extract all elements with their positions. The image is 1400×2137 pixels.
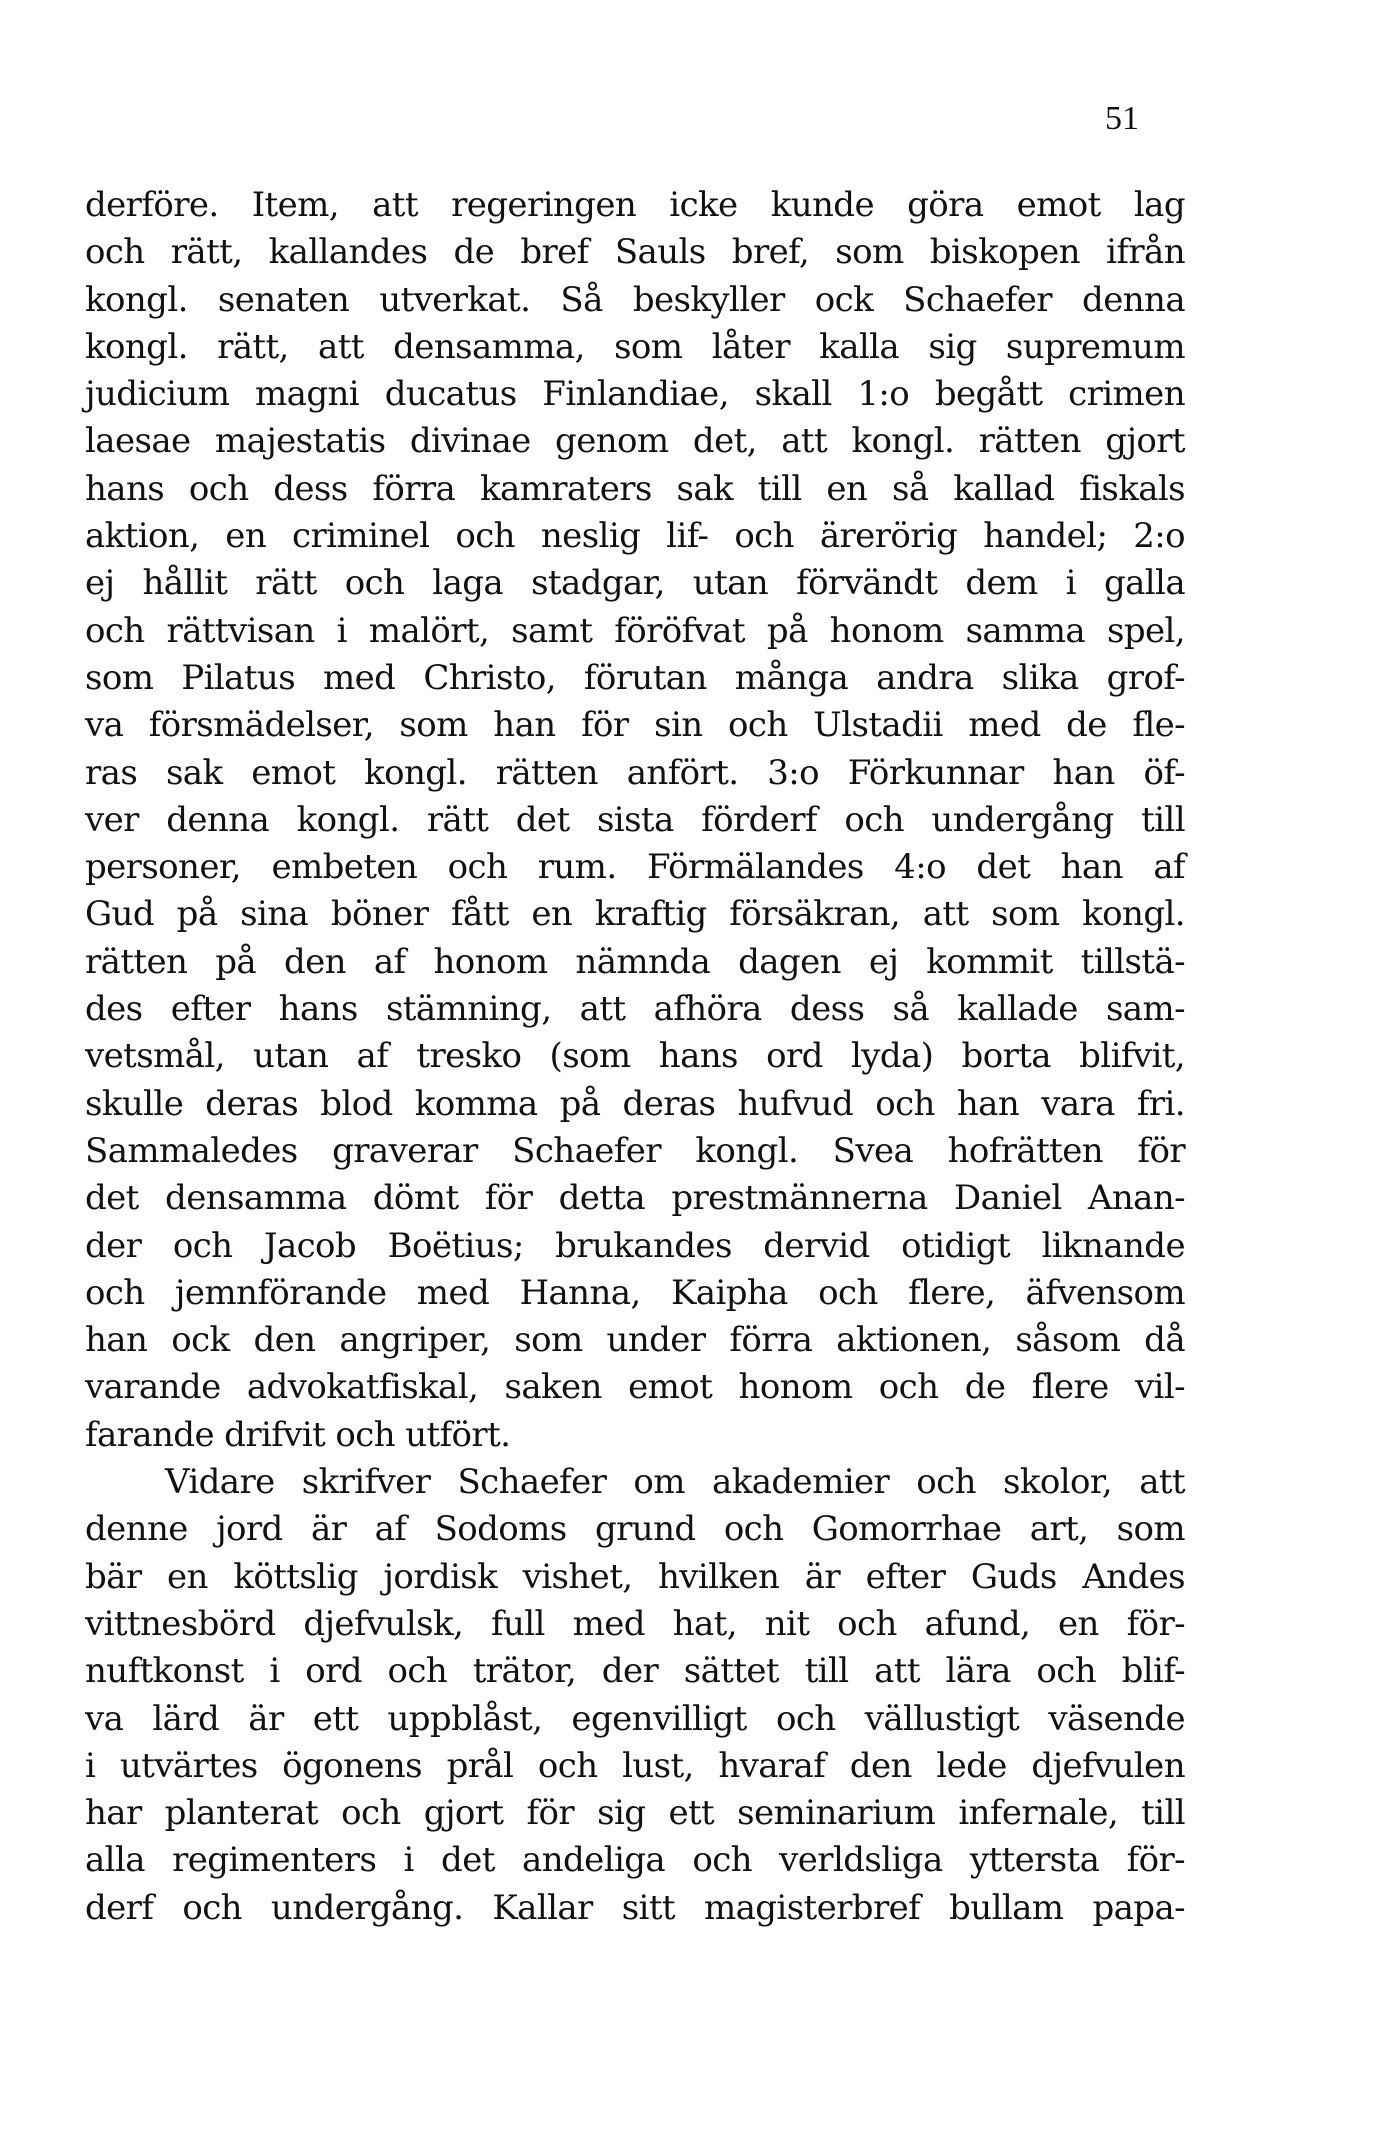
text-line-18: des efter hans stämning, att afhöra dess så kallade sam- [85, 989, 1185, 1030]
text-line-26: varande advokatfiskal, saken emot honom och de flere vil- [85, 1367, 1185, 1408]
text-line-19: vetsmål, utan af tresko (som hans ord lyda) borta blifvit, [85, 1036, 1185, 1077]
text-line-16: Gud på sina böner fått en kraftig försäkran, att som kongl. [85, 894, 1185, 935]
text-line-5: judicium magni ducatus Finlandiae, skall 1:o begått crimen [85, 374, 1185, 415]
text-line-20: skulle deras blod komma på deras hufvud och han vara fri. [85, 1083, 1185, 1124]
text-line-6: laesae majestatis divinae genom det, att kongl. rätten gjort [85, 421, 1185, 462]
text-line-13: ras sak emot kongl. rätten anfört. 3:o Förkunnar han öf- [85, 752, 1185, 793]
text-line-22: det densamma dömt för detta prestmännerna Daniel Anan- [85, 1178, 1185, 1219]
text-line-12: va försmädelser, som han för sin och Ulstadii med de fle- [85, 705, 1185, 746]
text-line-11: som Pilatus med Christo, förutan många andra slika grof- [85, 657, 1185, 698]
text-line-17: rätten på den af honom nämnda dagen ej kommit tillstä- [85, 941, 1185, 982]
text-line-7: hans och dess förra kamraters sak till en så kallad fiskals [85, 468, 1185, 509]
text-line-33: va lärd är ett uppblåst, egenvilligt och vällustigt väsende [85, 1698, 1185, 1739]
text-line-2: och rätt, kallandes de bref Sauls bref, som biskopen ifrån [85, 232, 1185, 273]
text-line-27: farande drifvit och utfört. [85, 1414, 511, 1455]
text-line-34: i utvärtes ögonens prål och lust, hvaraf den lede djefvulen [85, 1745, 1185, 1786]
text-line-30: bär en köttslig jordisk vishet, hvilken är efter Guds Andes [85, 1556, 1185, 1597]
text-line-23: der och Jacob Boëtius; brukandes dervid otidigt liknande [85, 1225, 1185, 1266]
text-line-32: nuftkonst i ord och trätor, der sättet till att lära och blif- [85, 1651, 1185, 1692]
body-text [85, 182, 1185, 1932]
text-line-29: denne jord är af Sodoms grund och Gomorrhae art, som [85, 1509, 1185, 1550]
text-line-24: och jemnförande med Hanna, Kaipha och flere, äfvensom [85, 1272, 1185, 1313]
text-line-28: Vidare skrifver Schaefer om akademier och skolor, att [165, 1462, 1185, 1503]
text-line-10: och rättvisan i malört, samt föröfvat på honom samma spel, [85, 610, 1185, 651]
text-line-25: han ock den angriper, som under förra aktionen, såsom då [85, 1320, 1185, 1361]
text-line-21: Sammaledes graverar Schaefer kongl. Svea hofrätten för [85, 1130, 1185, 1171]
text-line-37: derf och undergång. Kallar sitt magisterbref bullam papa- [85, 1887, 1185, 1928]
text-line-3: kongl. senaten utverkat. Så beskyller ock Schaefer denna [85, 279, 1185, 320]
text-line-9: ej hållit rätt och laga stadgar, utan förvändt dem i galla [85, 563, 1185, 604]
text-line-4: kongl. rätt, att densamma, som låter kalla sig supremum [85, 326, 1185, 367]
text-line-31: vittnesbörd djefvulsk, full med hat, nit och afund, en för- [85, 1603, 1185, 1644]
page-number: 51 [1105, 100, 1139, 137]
text-line-14: ver denna kongl. rätt det sista förderf och undergång till [85, 799, 1185, 840]
text-line-36: alla regimenters i det andeliga och verldsliga yttersta för- [85, 1840, 1185, 1881]
text-line-35: har planterat och gjort för sig ett seminarium infernale, till [85, 1793, 1185, 1834]
text-line-1: derföre. Item, att regeringen icke kunde göra emot lag [85, 185, 1185, 225]
text-line-8: aktion, en criminel och neslig lif- och ärerörig handel; 2:o [85, 516, 1185, 557]
text-line-15: personer, embeten och rum. Förmälandes 4:o det han af [85, 847, 1185, 888]
